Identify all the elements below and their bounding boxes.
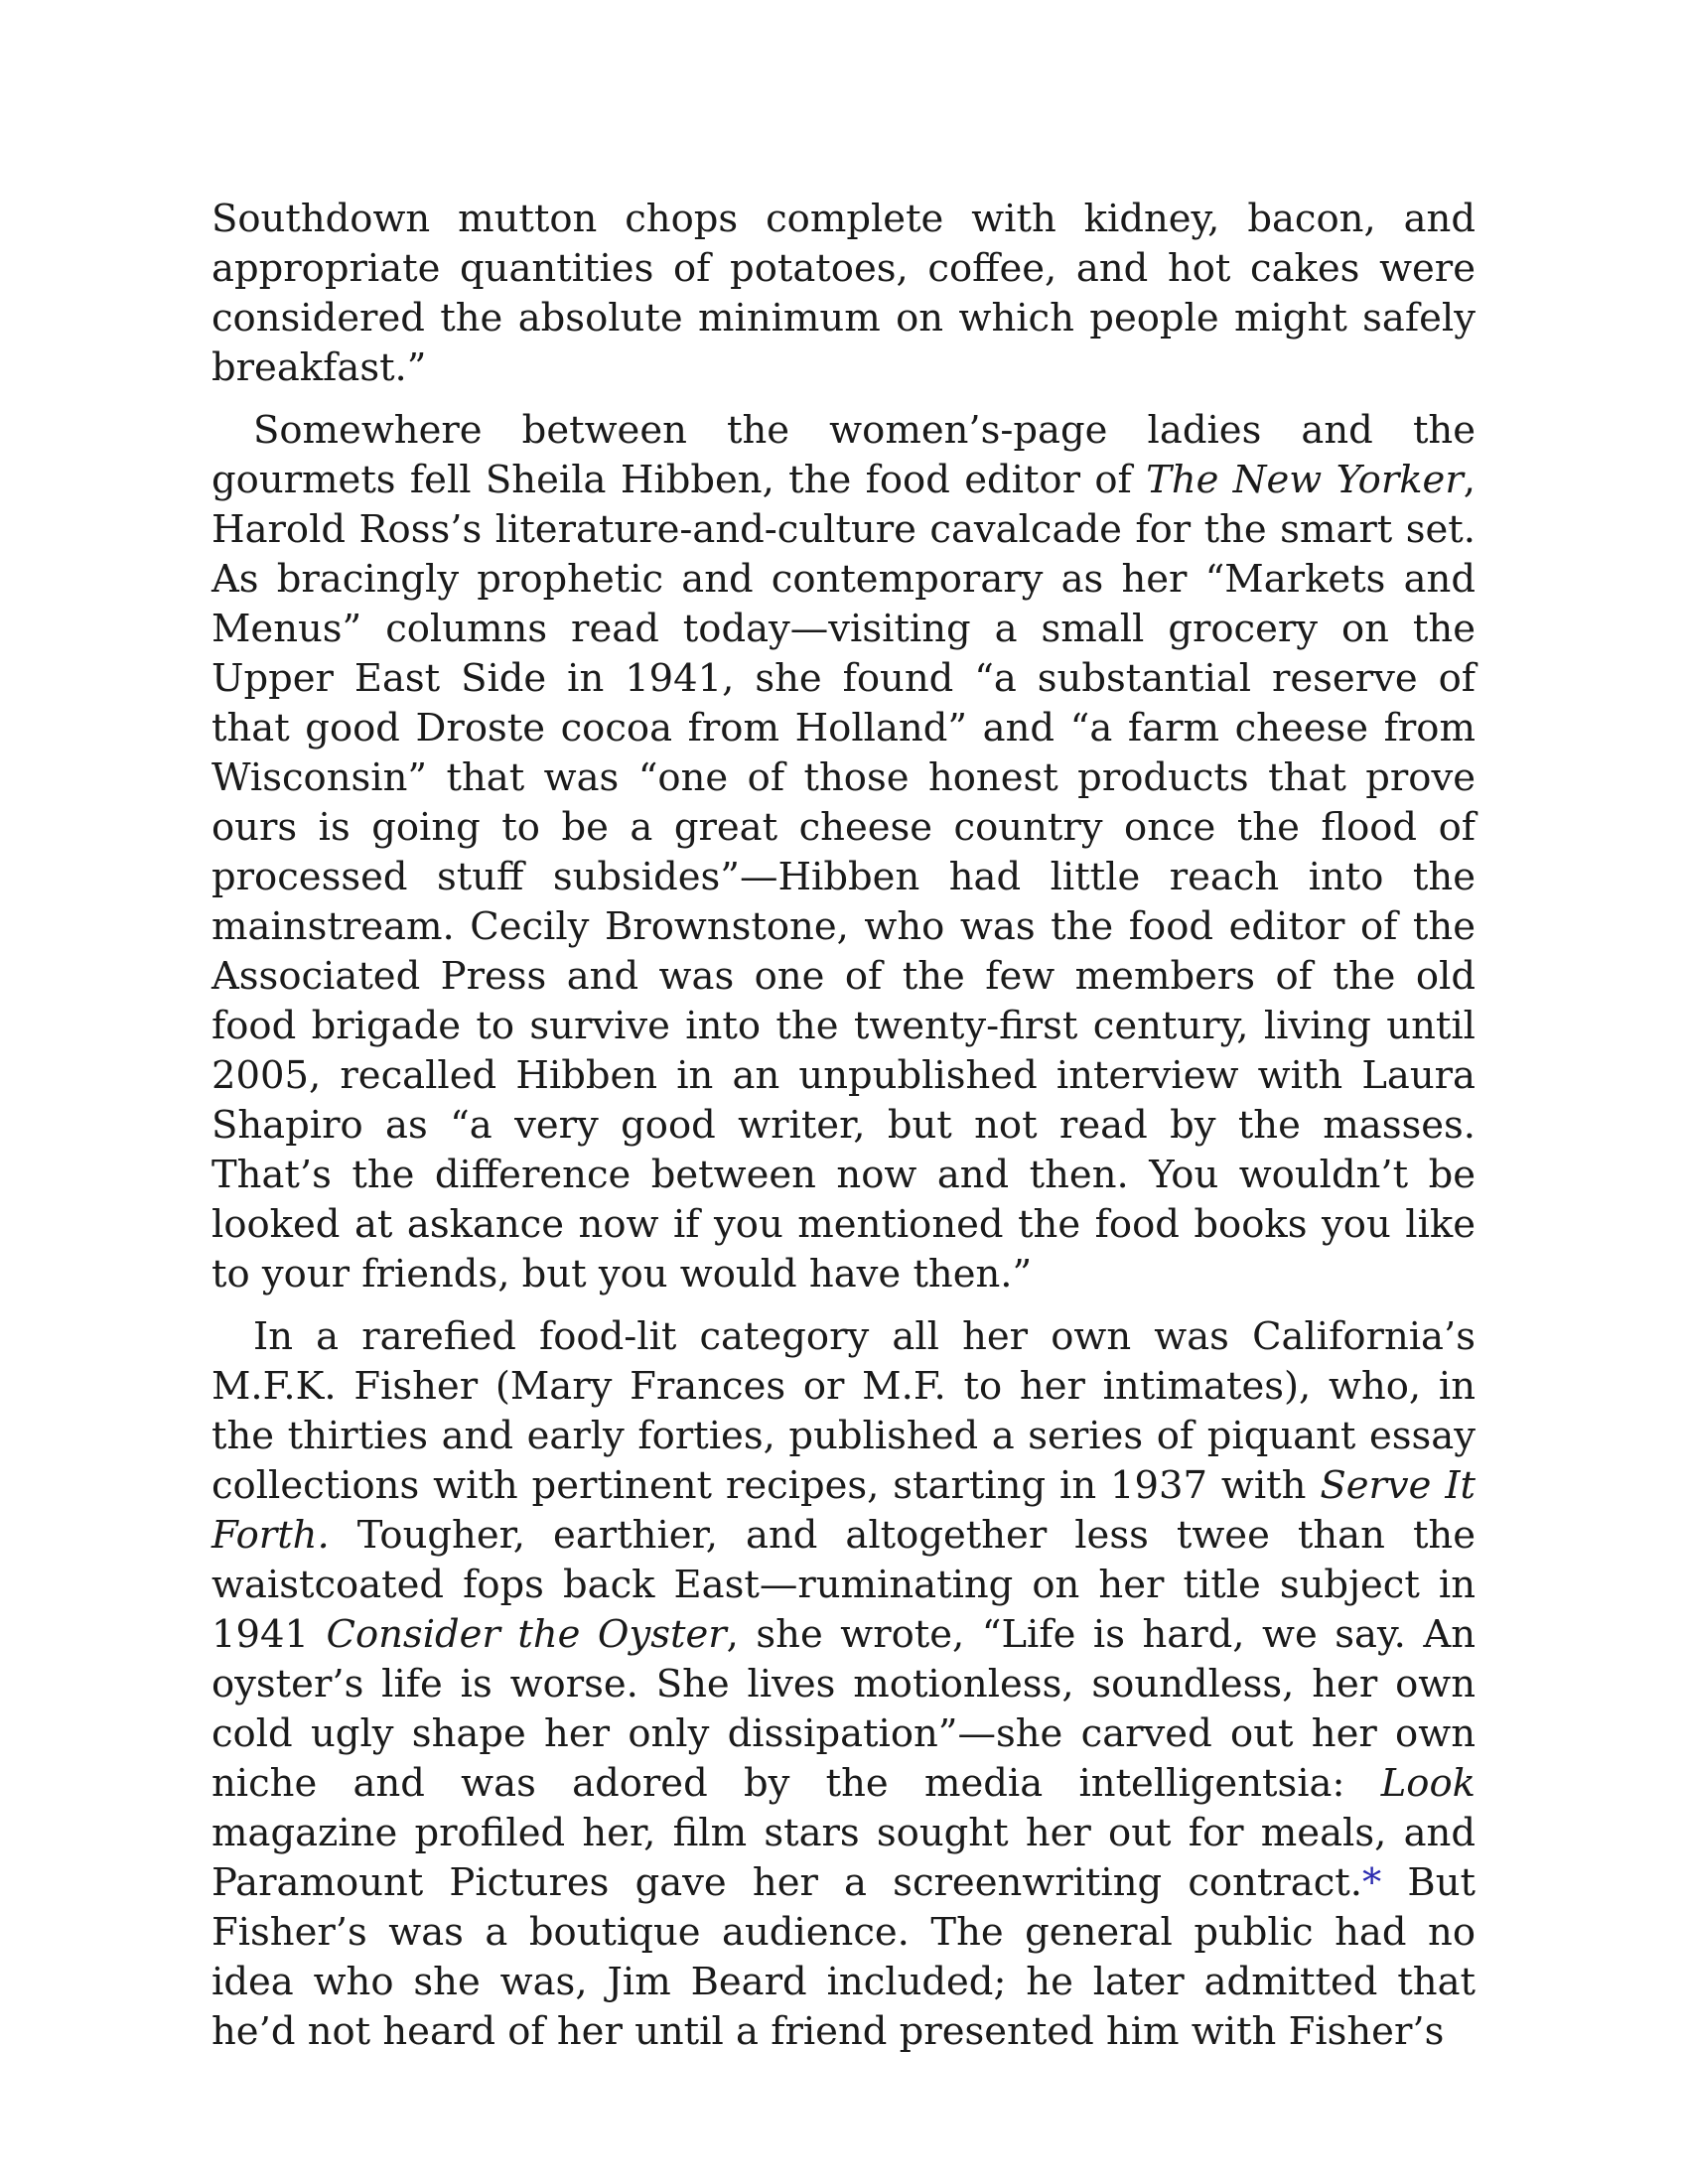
text-run: , she wrote, “Life is hard, we say. An oyster’s life is worse. She lives motionless, soundless, her own cold ugly shape her only dissipation”—she carved out her own niche and was adored by the media intelligentsia: [211,1612,1476,1806]
text-run: Somewhere between the women’s-page ladies and the gourmets fell Sheila Hibben, the food editor of [211,408,1476,502]
italic-title: Consider the Oyster [326,1612,727,1657]
paragraph-2 [211,406,1476,1299]
book-page [211,195,1476,2070]
footnote-link[interactable]: * [1362,1860,1382,1905]
text-run: Southdown mutton chops complete with kidney, bacon, and appropriate quantities of potatoes, coffee, and hot cakes were considered the absolute minimum on which people might safely breakfast.” [211,197,1476,390]
italic-title: Serve It Forth. [211,1463,1477,1558]
text-run: , Harold Ross’s literature-and-culture cavalcade for the smart set. As bracingly prophetic and contemporary as her “Markets and Menus” columns read today—visiting a small grocery on the Upper East Side in 1941, she found “a substantial reserve of that good Droste cocoa from Holland” and “a farm cheese from Wisconsin” that was “one of those honest products that prove ours is going to be a great cheese country once the flood of processed stuff subsides”—Hibben had little reach into the mainstream. Cecily Brownstone, who was the food editor of the Associated Press and was one of the few members of the old food brigade to survive into the twenty-first century, living until 2005, recalled Hibben in an unpublished interview with Laura Shapiro as “a very good writer, but not read by the masses. That’s the difference between now and then. You wouldn’t be looked at askance now if you mentioned the food books you like to your friends, but you would have then.” [211,458,1477,1297]
text-run: But Fisher’s was a boutique audience. The general public had no idea who she was, Jim Beard included; he later admitted that he’d not heard of her until a friend presented him with Fisher’s [211,1860,1476,2054]
paragraph-1 [211,195,1476,393]
italic-title: Look [1380,1761,1476,1806]
text-run: Tougher, earthier, and altogether less twee than the waistcoated fops back East—ruminating on her title subject in 1941 [211,1513,1476,1657]
paragraph-3 [211,1312,1476,2057]
text-run: In a rarefied food-lit category all her own was California’s M.F.K. Fisher (Mary Frances or M.F. to her intimates), who, in the thirties and early forties, published a series of piquant essay collections with pertinent recipes, starting in 1937 with [211,1314,1476,1508]
text-run: magazine profiled her, film stars sought her out for meals, and Paramount Pictures gave her a screenwriting contract. [211,1811,1476,1905]
italic-title: The New Yorker [1146,458,1464,502]
